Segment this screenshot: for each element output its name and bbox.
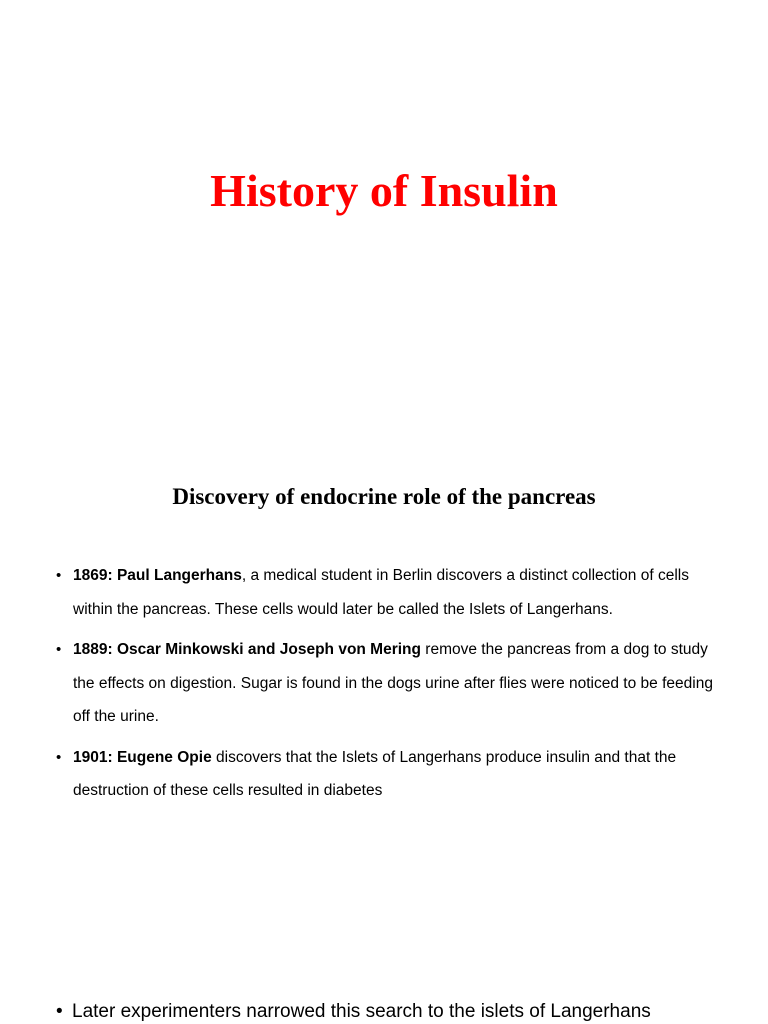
bullet-icon: • [56,748,62,766]
bullet-text: , a medical student in Berlin discovers a distinct collection of cells within the pancreas. These cells would later be called the Islets of Langerhans. [73,567,689,618]
bullet-text: discovers that the Islets of Langerhans produce insulin and that the destruction of these cells resulted in diabetes [73,748,677,799]
list-item [56,559,716,626]
bullet-icon: • [56,1001,63,1022]
bullet-icon: • [56,567,62,584]
list-item [56,741,716,808]
bullet-text: remove the pancreas from a dog to study the effects on digestion. Sugar is found in the dogs urine after flies were noticed to be feeding off the urine. [73,641,713,725]
bullet-heading: 1869: Paul Langerhans [73,567,242,584]
bullet-icon: • [56,641,62,658]
section-subtitle: Discovery of endocrine role of the pancreas [172,484,596,509]
bottom-bullet-text: Later experimenters narrowed this search to the islets of Langerhans [72,1001,651,1022]
bottom-bullet [56,996,768,1024]
history-bullet-list [56,559,716,815]
page-title: History of Insulin [210,165,558,216]
bullet-heading: 1889: Oscar Minkowski and Joseph von Mering [73,641,421,658]
list-item [56,633,716,734]
bullet-heading: 1901: Eugene Opie [73,748,212,766]
